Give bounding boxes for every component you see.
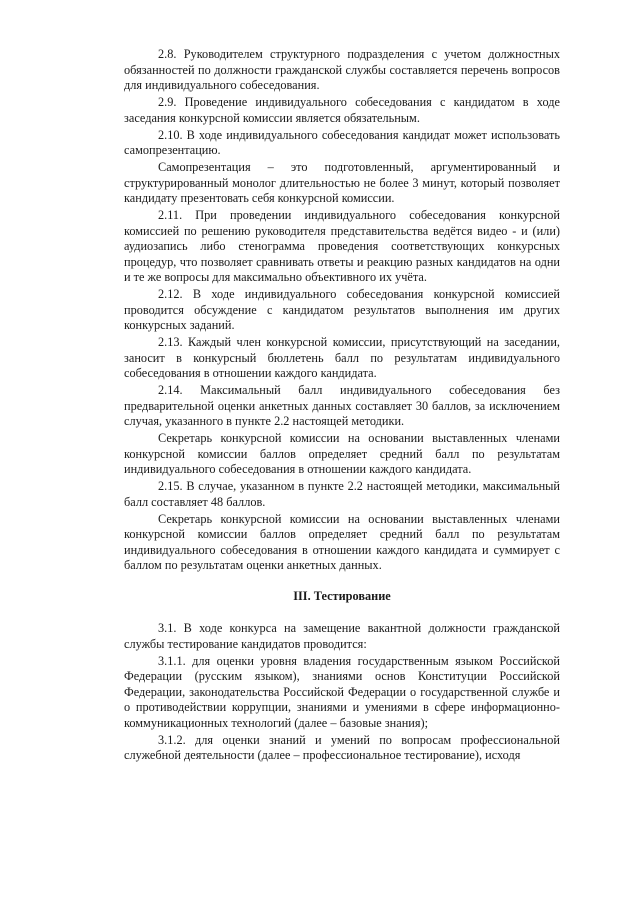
paragraph-3-1-2: 3.1.2. для оценки знаний и умений по вопросам профессиональной служебной деятельности (далее – профессиональное тестирование), исходя: [124, 732, 560, 762]
paragraph-self-presentation: Самопрезентация – это подготовленный, аргументированный и структурированный монолог длительностью не более 3 минут, который позволяет кандидату презентовать себя конкурсной комиссии.: [124, 160, 560, 205]
paragraph-secretary-1: Секретарь конкурсной комиссии на основании выставленных членами конкурсной комиссии баллов определяет средний балл по результатам индивидуального собеседования в отношении каждого кандидата.: [124, 431, 560, 476]
document-body: [124, 47, 560, 765]
paragraph-2-15: 2.15. В случае, указанном в пункте 2.2 настоящей методики, максимальный балл составляет 48 баллов.: [124, 479, 560, 509]
paragraph-2-8: 2.8. Руководителем структурного подразделения с учетом должностных обязанностей по должности гражданской службы составляется перечень вопросов для индивидуального собеседования.: [124, 47, 560, 92]
paragraph-2-11: 2.11. При проведении индивидуального собеседования конкурсной комиссией по решению руководителя представительства ведётся видео - и (или) аудиозапись либо стенограмма проведения соответствующих конкурсных процедур, что позволяет сравнивать ответы и реакцию разных кандидатов на одни и те же вопросы для максимально объективного их учёта.: [124, 208, 560, 284]
paragraph-2-14: 2.14. Максимальный балл индивидуального собеседования без предварительной оценки анкетных данных составляет 30 баллов, за исключением случая, указанного в пункте 2.2 настоящей методики.: [124, 383, 560, 428]
paragraph-3-1-1: 3.1.1. для оценки уровня владения государственным языком Российской Федерации (русским языком), знаниями основ Конституции Российской Федерации, законодательства Российской Федерации о государственной службе и о противодействии коррупции, знаниями и умениями в сфере информационно-коммуникационных технологий (далее – базовые знания);: [124, 653, 560, 730]
paragraph-secretary-2: Секретарь конкурсной комиссии на основании выставленных членами конкурсной комиссии баллов определяет средний балл по результатам индивидуального собеседования в отношении каждого кандидата и суммирует с баллом по результатам оценки анкетных данных.: [124, 511, 560, 572]
paragraph-2-10: 2.10. В ходе индивидуального собеседования кандидат может использовать самопрезентацию.: [124, 127, 560, 157]
paragraph-2-13: 2.13. Каждый член конкурсной комиссии, присутствующий на заседании, заносит в конкурсный бюллетень балл по результатам индивидуального собеседования в отношении каждого кандидата.: [124, 335, 560, 380]
paragraph-2-9: 2.9. Проведение индивидуального собеседования с кандидатом в ходе заседания конкурсной комиссии является обязательным.: [124, 95, 560, 125]
section-title: III. Тестирование: [293, 588, 391, 603]
paragraph-2-12: 2.12. В ходе индивидуального собеседования конкурсной комиссией проводится обсуждение с кандидатом результатов выполнения им других конкурсных заданий.: [124, 287, 560, 332]
paragraph-3-1: 3.1. В ходе конкурса на замещение вакантной должности гражданской службы тестирование кандидатов проводится:: [124, 621, 560, 651]
